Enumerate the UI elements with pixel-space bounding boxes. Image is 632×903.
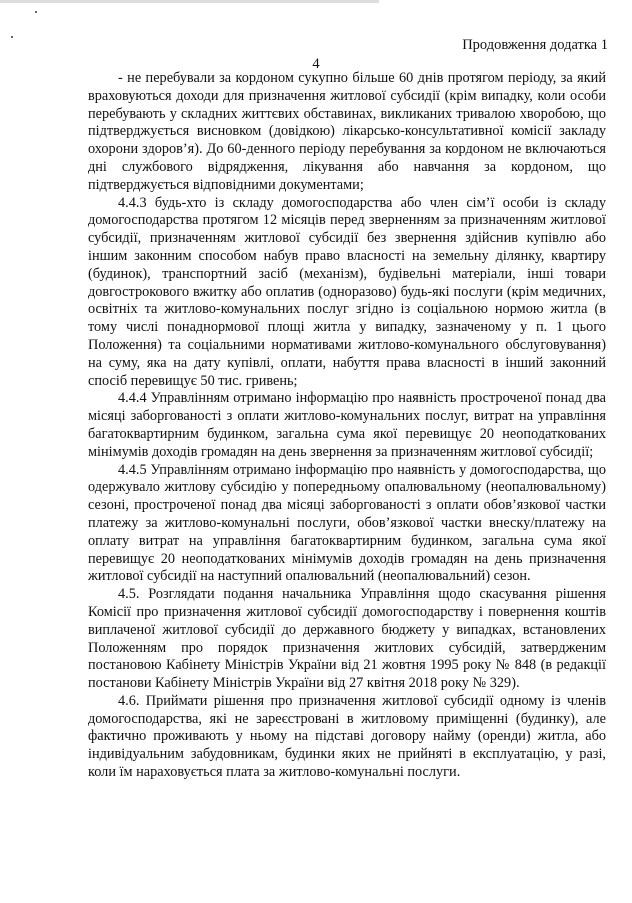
page-number: 4 (312, 56, 320, 72)
paragraph-4-4-5: 4.4.5 Управлінням отримано інформацію про наявність у домогосподарства, що одержувало житлову субсидію у попередньому опалювальному (неопалювальному) сезоні, простроченої понад два місяці заборгованості з оплати обов’язкової частки платежу за житлово-комунальні послуги, обов’язкової частки внеску/платежу на оплату витрат на управління багатоквартирним будинком, загальна сума якої перевищує 20 неоподаткованих мінімумів доходів громадян на день призначення житлової субсидії на наступний опалювальний (неопалювальний) сезон. (88, 461, 606, 585)
paragraph-4-6: 4.6. Приймати рішення про призначення житлової субсидії одному із членів домогосподарства, які не зареєстровані в житловому приміщенні (будинку), але фактично проживають у ньому на підставі договору найму (оренди) житла, або індивідуальним забудовникам, будинки яких не прийняті в експлуатацію, у разі, коли їм нараховується плата за житлово-комунальні послуги. (88, 692, 606, 781)
paragraph-4-4-3: 4.4.3 будь-хто із складу домогосподарства або член сім’ї особи із складу домогосподарства протягом 12 місяців перед зверненням за призначенням житлової субсидії, призначенням житлової субсидії без звернення здійснив купівлю або іншим законним способом набув право власності на земельну ділянку, квартиру (будинок), транспортний засіб (механізм), будівельні матеріали, інші товари довгострокового вжитку або оплатив (одноразово) будь-які послуги (крім медичних, освітніх та житлово-комунальних послуг згідно із соціальною нормою житла (в тому числі понаднормової площі житла у випадку, зазначеному у п. 1 цього Положення) та соціальними нормативами житлово-комунального обслуговування) на суму, яка на дату купівлі, оплати, набуття права власності в інший законний спосіб перевищує 50 тис. гривень; (88, 194, 606, 389)
appendix-continuation-note: Продовження додатка 1 (462, 37, 608, 53)
scan-speck (35, 11, 37, 13)
paragraph-abroad-condition: - не перебували за кордоном сукупно більше 60 днів протягом періоду, за який враховуються доходи для призначення житлової субсидії (крім випадку, коли особи перебувають у складних життєвих обставинах, викликаних тривалою хворобою, що підтверджується висновком (довідкою) лікарсько-консультативної комісії закладу охорони здоров’я). До 60-денного періоду перебування за кордоном не включаються дні службового відрядження, лікування або навчання за кордоном, що підтверджується відповідними документами; (88, 70, 606, 193)
scan-edge-artifact (0, 0, 632, 3)
paragraph-4-4-4: 4.4.4 Управлінням отримано інформацію про наявність простроченої понад два місяці заборгованості з оплати житлово-комунальних послуг, витрат на управління багатоквартирним будинком, загальна сума якої перевищує 20 неоподаткованих мінімумів доходів громадян на день звернення за призначенням житлової субсидії; (88, 390, 606, 460)
scan-speck (11, 36, 13, 38)
document-body (88, 70, 606, 782)
paragraph-4-5: 4.5. Розглядати подання начальника Управління щодо скасування рішення Комісії про призначення житлової субсидії домогосподарству і повернення коштів виплаченої житлової субсидії до державного бюджету у випадках, встановлених Положенням про порядок призначення житлових субсидій, затвердженим постановою Кабінету Міністрів України від 21 жовтня 1995 року № 848 (в редакції постанови Кабінету Міністрів України від 27 квітня 2018 року № 329). (88, 586, 606, 692)
